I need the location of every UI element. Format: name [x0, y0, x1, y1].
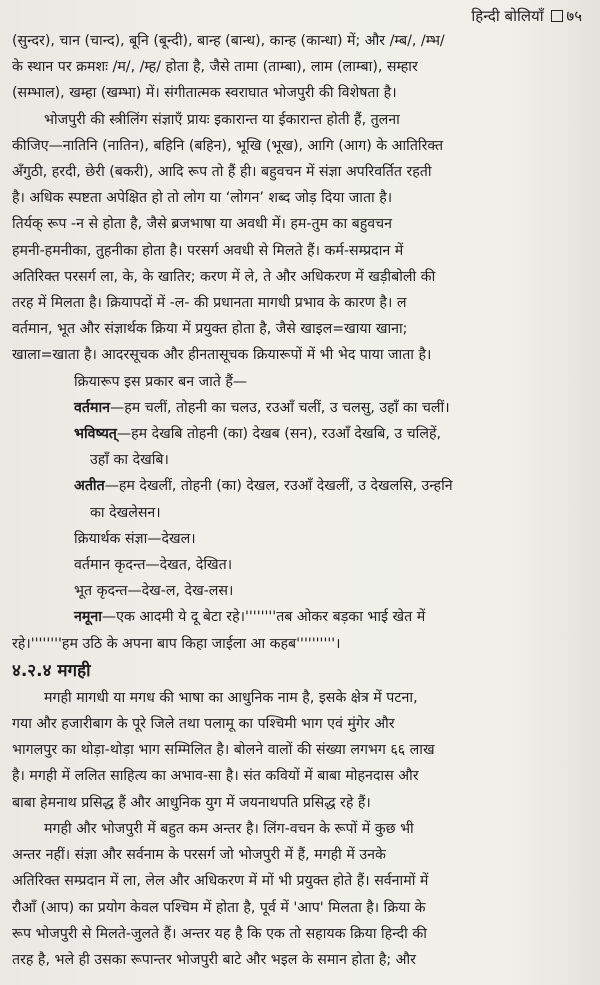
text-line: रूप भोजपुरी से मिलते-जुलते हैं। अन्तर यह है कि एक तो सहायक क्रिया हिन्दी की	[12, 925, 427, 942]
verb-forms-intro: क्रियारूप इस प्रकार बन जाते हैं—	[74, 373, 248, 390]
future-tense-continuation: उहाँ का देखबि।	[90, 452, 169, 469]
text-line: तरह है, भले ही उसका रूपान्तर भोजपुरी बाटे और भइल के समान होता है; और	[12, 951, 416, 968]
past-participle-line: भूत कृदन्त—देख-ल, देख-लस।	[74, 583, 234, 600]
infinitive-line: क्रियार्थक संज्ञा—देखल।	[74, 530, 196, 547]
text-line: रौआँ (आप) का प्रयोग केवल पश्चिम में होता है, पूर्व में 'आप' मिलता है। क्रिया के	[12, 899, 426, 916]
past-tense-continuation: का देखलेसन।	[90, 504, 161, 521]
intro-line-1: (सुन्दर), चान (चान्द), बूनि (बून्दी), बान्ह (बान्ध), कान्ह (कान्धा) में; और /म्ब/, /म्भ/	[12, 33, 445, 49]
text-line: अन्तर नहीं। संज्ञा और सर्वनाम के परसर्ग जो भोजपुरी में हैं, मगही में उनके	[12, 847, 386, 864]
text-line: मगही और भोजपुरी में बहुत कम अन्तर है। लिंग-वचन के रूपों में कुछ भी	[44, 820, 414, 837]
text-line: खाला=खाता है। आदरसूचक और हीनतासूचक क्रियारूपों में भी भेद पाया जाता है।	[12, 347, 432, 364]
text-line: है। मगही में ललित साहित्य का अभाव-सा है। संत कवियों में बाबा मोहनदास और	[12, 768, 419, 785]
magahi-paragraph-1	[12, 685, 588, 816]
bhojpuri-paragraph	[12, 107, 588, 369]
magahi-paragraph-2	[12, 816, 588, 973]
sample-line	[12, 604, 588, 630]
past-text: —हम देखलीं, तोहनी (का) देखल, रउआँ देखलीं, उ देखलसि, उन्हनि	[104, 478, 453, 495]
present-label: वर्तमान	[74, 399, 111, 416]
intro-line-3: (सम्भाल), खम्हा (खम्भा) में। संगीतात्मक स्वराघात भोजपुरी की विशेषता है।	[12, 85, 397, 102]
text-line: बाबा हेमनाथ प्रसिद्ध हैं और आधुनिक युग में जयनाथपति प्रसिद्ध रहे हैं।	[12, 794, 371, 811]
square-ornament-icon	[551, 10, 563, 22]
text-line: तिर्यक् रूप -न से होता है, जैसे ब्रजभाषा या अवधी में। हम-तुम का बहुवचन	[12, 216, 393, 233]
text-line: अँगुठी, हरदी, छेरी (बकरी), आदि रूप तो हैं ही। बहुवचन में संज्ञा अपरिवर्तित रहती	[12, 164, 432, 181]
text-line: है। अधिक स्पष्टता अपेक्षित हो तो लोग या ‘लोगन’ शब्द जोड़ दिया जाता है।	[12, 190, 393, 207]
text-line: मगही मागधी या मगध की भाषा का आधुनिक नाम है, इसके क्षेत्र में पटना,	[44, 689, 418, 706]
sample-continuation: रहे।''''''''हम उठि के अपना बाप किहा जाईला आ कहब''''''''''।	[12, 635, 341, 652]
present-tense-line	[12, 395, 588, 421]
present-text: —हम चलीं, तोहनी का चलउ, रउआँ चलीं, उ चलसु, उहाँ का चलीं।	[110, 399, 450, 416]
text-line: भागलपुर का थोड़ा-थोड़ा भाग सम्मिलित है। बोलने वालों की संख्या लगभग ६६ लाख	[12, 742, 435, 759]
future-text: —हम देखबि तोहनी (का) देखब (सन), रउआँ देखबि, उ चलिहें,	[116, 426, 441, 443]
verb-forms-block	[12, 369, 588, 657]
text-line: कीजिए—नातिनि (नातिन), बहिनि (बहिन), भूखि (भूख), आगि (आग) के आतिरिक्त	[12, 137, 444, 154]
text-line: अतिरिक्त सम्प्रदान में ला, लेल और अधिकरण में मों भी प्रयुक्त होते हैं। सर्वनामों में	[12, 873, 429, 890]
running-title: हिन्दी बोलियाँ	[471, 7, 544, 25]
text-line: गया और हजारीबाग के पूरे जिले तथा पलामू का पश्चिमी भाग एवं मुंगेर और	[12, 716, 395, 733]
running-header	[12, 6, 588, 28]
past-label: अतीत	[74, 478, 105, 495]
future-tense-line	[12, 421, 588, 447]
page-number: ७५	[566, 7, 582, 25]
future-label: भविष्यत्	[74, 426, 117, 443]
text-line: हमनी-हमनीका, तुहनीका होता है। परसर्ग अवधी से मिलते हैं। कर्म-सम्प्रदान में	[12, 242, 404, 259]
present-participle-line: वर्तमान कृदन्त—देखत, देखित।	[74, 557, 233, 574]
intro-line-2: के स्थान पर क्रमशः /म/, /म्ह/ होता है, जैसे तामा (ताम्बा), लाम (लाम्बा), सम्हार	[12, 59, 418, 76]
text-line: वर्तमान, भूत और संज्ञार्थक क्रिया में प्रयुक्त होता है, जैसे खाइल=खाया खाना;	[12, 321, 408, 338]
past-tense-line	[12, 473, 588, 499]
sample-text: —एक आदमी ये दू बेटा रहे।''''''''तब ओकर बड़का भाई खेत में	[101, 609, 426, 626]
sample-label: नमूना	[74, 609, 102, 626]
section-heading: ४.२.४ मगही	[12, 660, 91, 681]
text-line: अतिरिक्त परसर्ग ला, के, के खातिर; करण में ले, ते और अधिकरण में खड़ीबोली की	[12, 268, 436, 285]
text-line: भोजपुरी की स्त्रीलिंग संज्ञाएँ प्रायः इकारान्त या ईकारान्त होती हैं, तुलना	[44, 111, 400, 128]
text-line: तरह में मिलता है। क्रियापदों में -ल- की प्रधानता मागधी प्रभाव के कारण है। ल	[12, 295, 407, 312]
